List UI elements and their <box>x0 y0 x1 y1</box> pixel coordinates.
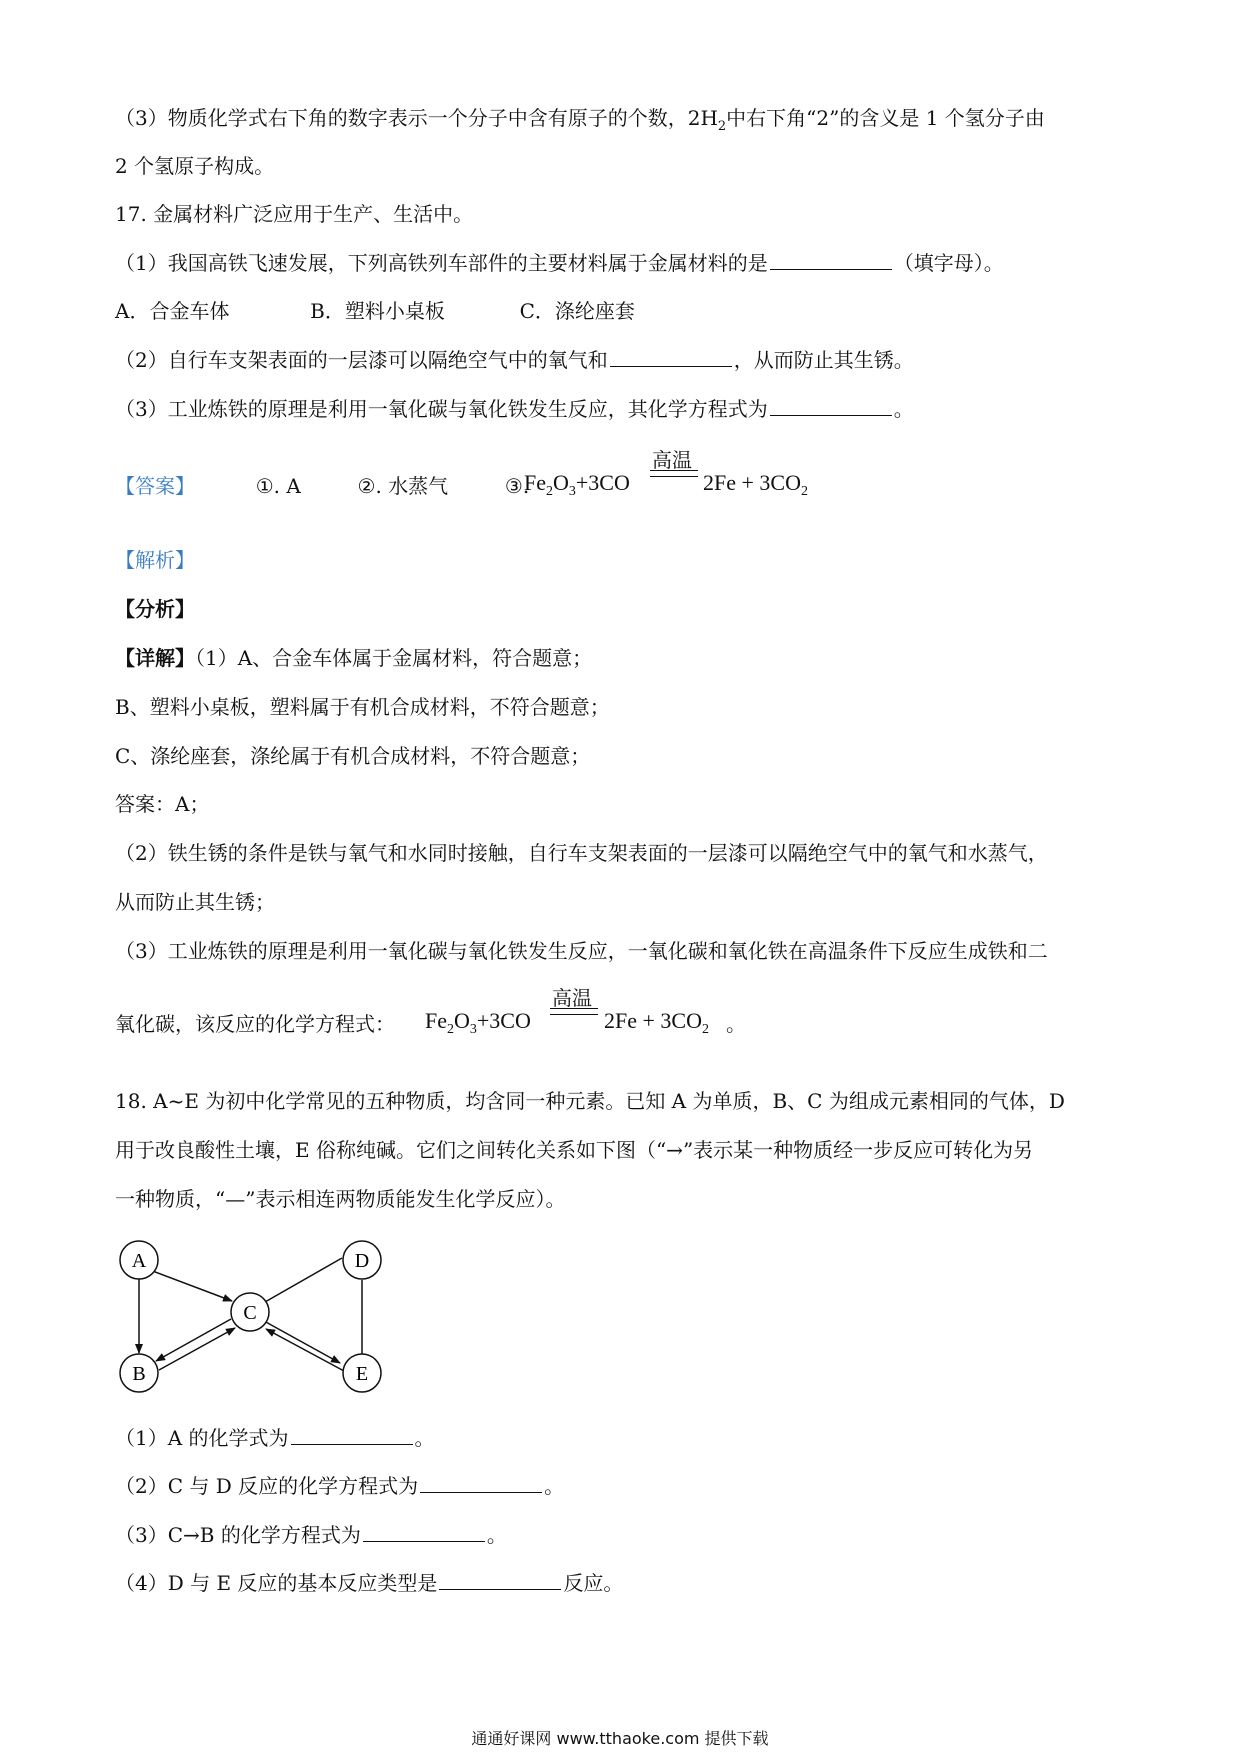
arrow-c-to-e <box>264 1321 340 1363</box>
question-18-part-1: （1）A 的化学式为 。 <box>115 1426 435 1450</box>
text-line: （3）物质化学式右下角的数字表示一个分子中含有原子的个数，$2H_2$中右下角“2”的含义是 1 个氢分子由 <box>115 106 1045 134</box>
option-c: C．涤纶座套 <box>519 299 635 323</box>
analysis-tag: 【解析】 <box>115 548 195 572</box>
fenxi-tag: 【分析】 <box>115 597 195 621</box>
conversion-diagram <box>100 1235 420 1415</box>
svg-text:C: C <box>243 1302 257 1324</box>
svg-text:E: E <box>355 1363 369 1385</box>
text-line: （2）铁生锈的条件是铁与氧气和水同时接触，自行车支架表面的一层漆可以隔绝空气中的氧气和水蒸气， <box>115 841 1048 865</box>
footer-watermark: 通通好课网 www.tthaoke.com 提供下载 <box>471 1729 769 1748</box>
answer-blank <box>770 249 892 270</box>
text-line: 2 个氢原子构成。 <box>115 154 275 178</box>
answer-blank <box>363 1521 485 1542</box>
reaction-condition: 高温 <box>652 448 692 472</box>
answer-blank <box>610 346 732 367</box>
node-c <box>231 1293 269 1331</box>
answer-blank <box>770 395 892 416</box>
reaction-condition: 高温 <box>552 986 592 1010</box>
question-17-title: 17. 金属材料广泛应用于生产、生活中。 <box>115 202 474 226</box>
node-d <box>343 1241 381 1279</box>
question-18-stem: 一种物质，“—”表示相连两物质能发生化学反应）。 <box>115 1187 566 1211</box>
question-17-part-2: （2）自行车支架表面的一层漆可以隔绝空气中的氧气和 ，从而防止其生锈。 <box>115 348 914 372</box>
text-line: （3）工业炼铁的原理是利用一氧化碳与氧化铁发生反应，一氧化碳和氧化铁在高温条件下反应生成铁和二 <box>115 939 1048 963</box>
detail-line: 【详解】（1）A、合金车体属于金属材料，符合题意； <box>115 646 593 670</box>
text-line: 答案：A； <box>115 792 210 816</box>
arrow-a-to-c <box>142 1267 232 1301</box>
answer-line: 【答案】 ①. A ②. 水蒸气 ③. <box>115 474 530 498</box>
arrow-b-to-c <box>159 1328 235 1370</box>
answer-blank <box>291 1424 413 1445</box>
equals-sign <box>550 1008 598 1015</box>
node-b <box>120 1354 158 1392</box>
svg-text:D: D <box>354 1250 370 1272</box>
option-b: B．塑料小桌板 <box>310 299 445 323</box>
document-page: （3）物质化学式右下角的数字表示一个分子中含有原子的个数，$2H_2$中右下角“2”的含义是 1 个氢分子由 2 个氢原子构成。 17. 金属材料广泛应用于生产、生活中。 （1）我国高铁飞速发展，下列高铁列车部件的主要材料属于金属材料的是 （填字母）。 A．合金车体 B．塑料小桌板 C．涤纶座套 （2）自行车支架表面的一层漆可以隔绝空气中的氧气和 ，从而防止其生锈。 （3）工业炼铁的原理是利用一氧化碳与氧化铁发生反应，其化学方程式为 。 【答案】 ①. A ②. 水蒸气 ③. $Fe_2O_3+3CO$ 高温 $2Fe + 3CO_2$ 【解析】 【分析】 【详解】（1）A、合金车体属于金属材料，符合题意； B、塑料小桌板，塑料属于有机合成材料，不符合题意； C、涤纶座套，涤纶属于有机合成材料，不符合题意； 答案：A； （2）铁生锈的条件是铁与氧气和水同时接触，自行车支架表面的一层漆可以隔绝空气中的氧气和水蒸气， 从而防止其生锈； （3）工业炼铁的原理是利用一氧化碳与氧化铁发生反应，一氧化碳和氧化铁在高温条件下反应生成铁和二 氧化碳，该反应的化学方程式： $Fe_2O_3+3CO$ 高温 $2Fe + 3CO_2$ 。 18. A~E 为初中化学常见的五种物质，均含同一种元素。已知 A 为单质，B、C 为组成元素相同的气体，D 用于改良酸性土壤，E 俗称纯碱。它们之间转化关系如下图（“→”表示某一种物质经一步反应可转化为另 一种物质，“—”表示相连两物质能发生化学反应）。 A B C D E （1）A 的化学式为 。 （2）C 与 D 反应的化学方程式为 。 （3）C→B 的化学方程式为 。 （4）D 与 E 反应的基本反应类型是 反应。 通通好课网 www.tthaoke.com 提供下载 <box>0 0 1240 1754</box>
question-18-part-4: （4）D 与 E 反应的基本反应类型是 反应。 <box>115 1571 624 1595</box>
node-a <box>120 1241 158 1279</box>
text-line: B、塑料小桌板，塑料属于有机合成材料，不符合题意； <box>115 695 610 719</box>
text-line: 从而防止其生锈； <box>115 890 275 914</box>
svg-text:A: A <box>131 1250 147 1272</box>
answer-blank <box>439 1569 561 1590</box>
arrow-c-to-b <box>156 1319 231 1361</box>
arrow-e-to-c <box>266 1329 344 1371</box>
node-e <box>343 1354 381 1392</box>
question-18-part-3: （3）C→B 的化学方程式为 。 <box>115 1523 507 1547</box>
answer-blank <box>420 1472 542 1493</box>
svg-text:B: B <box>132 1363 146 1385</box>
text-line: 氧化碳，该反应的化学方程式： <box>115 1012 395 1036</box>
line-c-d <box>265 1258 342 1302</box>
question-17-part-1: （1）我国高铁飞速发展，下列高铁列车部件的主要材料属于金属材料的是 （填字母）。 <box>115 251 1004 275</box>
equals-sign <box>650 470 698 477</box>
question-17-options <box>115 297 635 325</box>
question-17-part-3: （3）工业炼铁的原理是利用一氧化碳与氧化铁发生反应，其化学方程式为 。 <box>115 397 914 421</box>
option-a: A．合金车体 <box>115 299 230 323</box>
text-line: C、涤纶座套，涤纶属于有机合成材料，不符合题意； <box>115 744 591 768</box>
question-18-stem: 用于改良酸性土壤，E 俗称纯碱。它们之间转化关系如下图（“→”表示某一种物质经一步反应可转化为另 <box>115 1138 1034 1162</box>
question-18-stem: 18. A~E 为初中化学常见的五种物质，均含同一种元素。已知 A 为单质，B、C 为组成元素相同的气体，D <box>115 1089 1065 1113</box>
question-18-part-2: （2）C 与 D 反应的化学方程式为 。 <box>115 1474 565 1498</box>
answer-tag: 【答案】 <box>115 474 195 498</box>
